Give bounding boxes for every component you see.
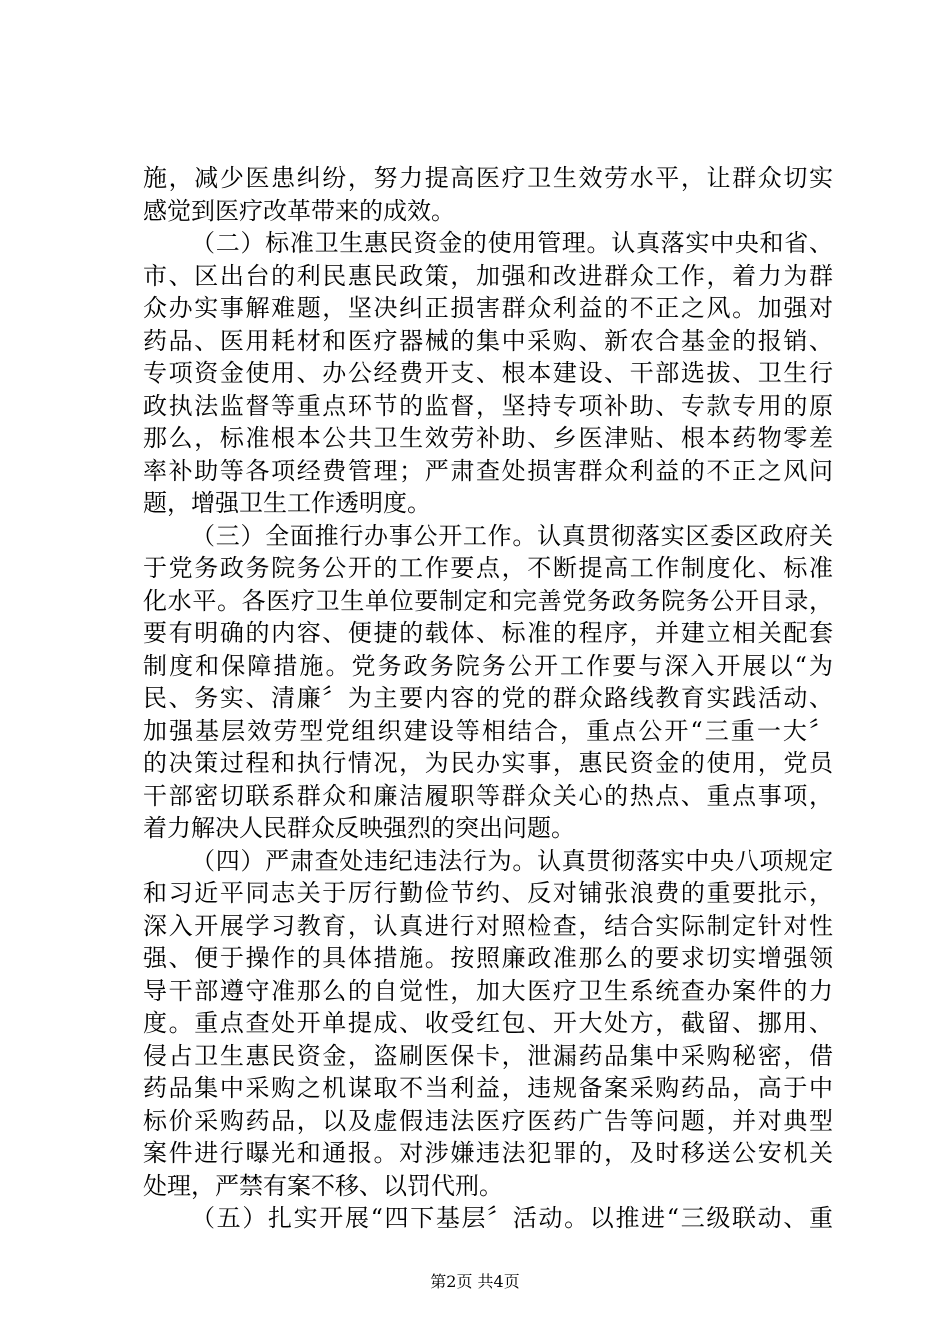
text-line: 侵占卫生惠民资金，盗刷医保卡，泄漏药品集中采购秘密，借 — [143, 1041, 833, 1070]
text-line: 度。重点查处开单提成、收受红包、开大处方，截留、挪用、 — [143, 1009, 833, 1037]
text-line: 加强基层效劳型党组织建设等相结合，重点公开“三重一大〞 — [143, 716, 833, 745]
text-line: 制度和保障措施。党务政务院务公开工作要与深入开展以“为 — [143, 651, 833, 680]
body-text — [143, 162, 833, 1235]
text-line: 感觉到医疗改革带来的成效。 — [143, 196, 455, 225]
text-line: 案件进行曝光和通报。对涉嫌违法犯罪的，及时移送公安机关 — [143, 1139, 833, 1167]
text-line: （四）严肃查处违纪违法行为。认真贯彻落实中央八项规定 — [191, 846, 833, 875]
text-line: 题，增强卫生工作透明度。 — [143, 489, 431, 517]
text-line: 于党务政务院务公开的工作要点，不断提高工作制度化、标准 — [143, 554, 833, 582]
text-line: 处理，严禁有案不移、以罚代刑。 — [143, 1171, 503, 1200]
text-line: 和习近平同志关于厉行勤俭节约、反对铺张浪费的重要批示， — [143, 879, 833, 907]
text-line: 药品、医用耗材和医疗器械的集中采购、新农合基金的报销、 — [143, 326, 833, 355]
text-line: 强、便于操作的具体措施。按照廉政准那么的要求切实增强领 — [143, 944, 833, 972]
text-line: 标价采购药品，以及虚假违法医疗医药广告等问题，并对典型 — [143, 1106, 833, 1135]
text-line: 众办实事解难题，坚决纠正损害群众利益的不正之风。加强对 — [143, 294, 833, 322]
text-line: 着力解决人民群众反映强烈的突出问题。 — [143, 814, 575, 842]
text-line: 要有明确的内容、便捷的载体、标准的程序，并建立相关配套 — [143, 619, 833, 647]
text-line: 的决策过程和执行情况，为民办实事，惠民资金的使用，党员 — [143, 749, 833, 777]
text-line: 化水平。各医疗卫生单位要制定和完善党务政务院务公开目录， — [143, 586, 833, 615]
text-line: 那么，标准根本公共卫生效劳补助、乡医津贴、根本药物零差 — [143, 424, 833, 452]
text-line: 政执法监督等重点环节的监督，坚持专项补助、专款专用的原 — [143, 391, 833, 420]
text-line: （五）扎实开展“四下基层〞活动。以推进“三级联动、重 — [191, 1204, 833, 1232]
text-line: 率补助等各项经费管理；严肃查处损害群众利益的不正之风问 — [143, 456, 833, 485]
text-line: 导干部遵守准那么的自觉性，加大医疗卫生系统查办案件的力 — [143, 976, 833, 1005]
text-line: （二）标准卫生惠民资金的使用管理。认真落实中央和省、 — [191, 229, 833, 257]
page-footer: 第2页 共4页 — [430, 1272, 520, 1291]
text-line: 干部密切联系群众和廉洁履职等群众关心的热点、重点事项， — [143, 781, 833, 810]
text-line: 市、区出台的利民惠民政策，加强和改进群众工作，着力为群 — [143, 261, 833, 290]
text-line: 深入开展学习教育，认真进行对照检查，结合实际制定针对性 — [143, 911, 833, 940]
text-line: 施，减少医患纠纷，努力提高医疗卫生效劳水平，让群众切实 — [143, 164, 833, 192]
text-line: （三）全面推行办事公开工作。认真贯彻落实区委区政府关 — [191, 521, 833, 550]
text-line: 民、务实、清廉〞为主要内容的党的群众路线教育实践活动、 — [143, 684, 833, 712]
text-line: 药品集中采购之机谋取不当利益，违规备案采购药品，高于中 — [143, 1074, 833, 1102]
text-line: 专项资金使用、办公经费开支、根本建设、干部选拔、卫生行 — [143, 359, 833, 387]
